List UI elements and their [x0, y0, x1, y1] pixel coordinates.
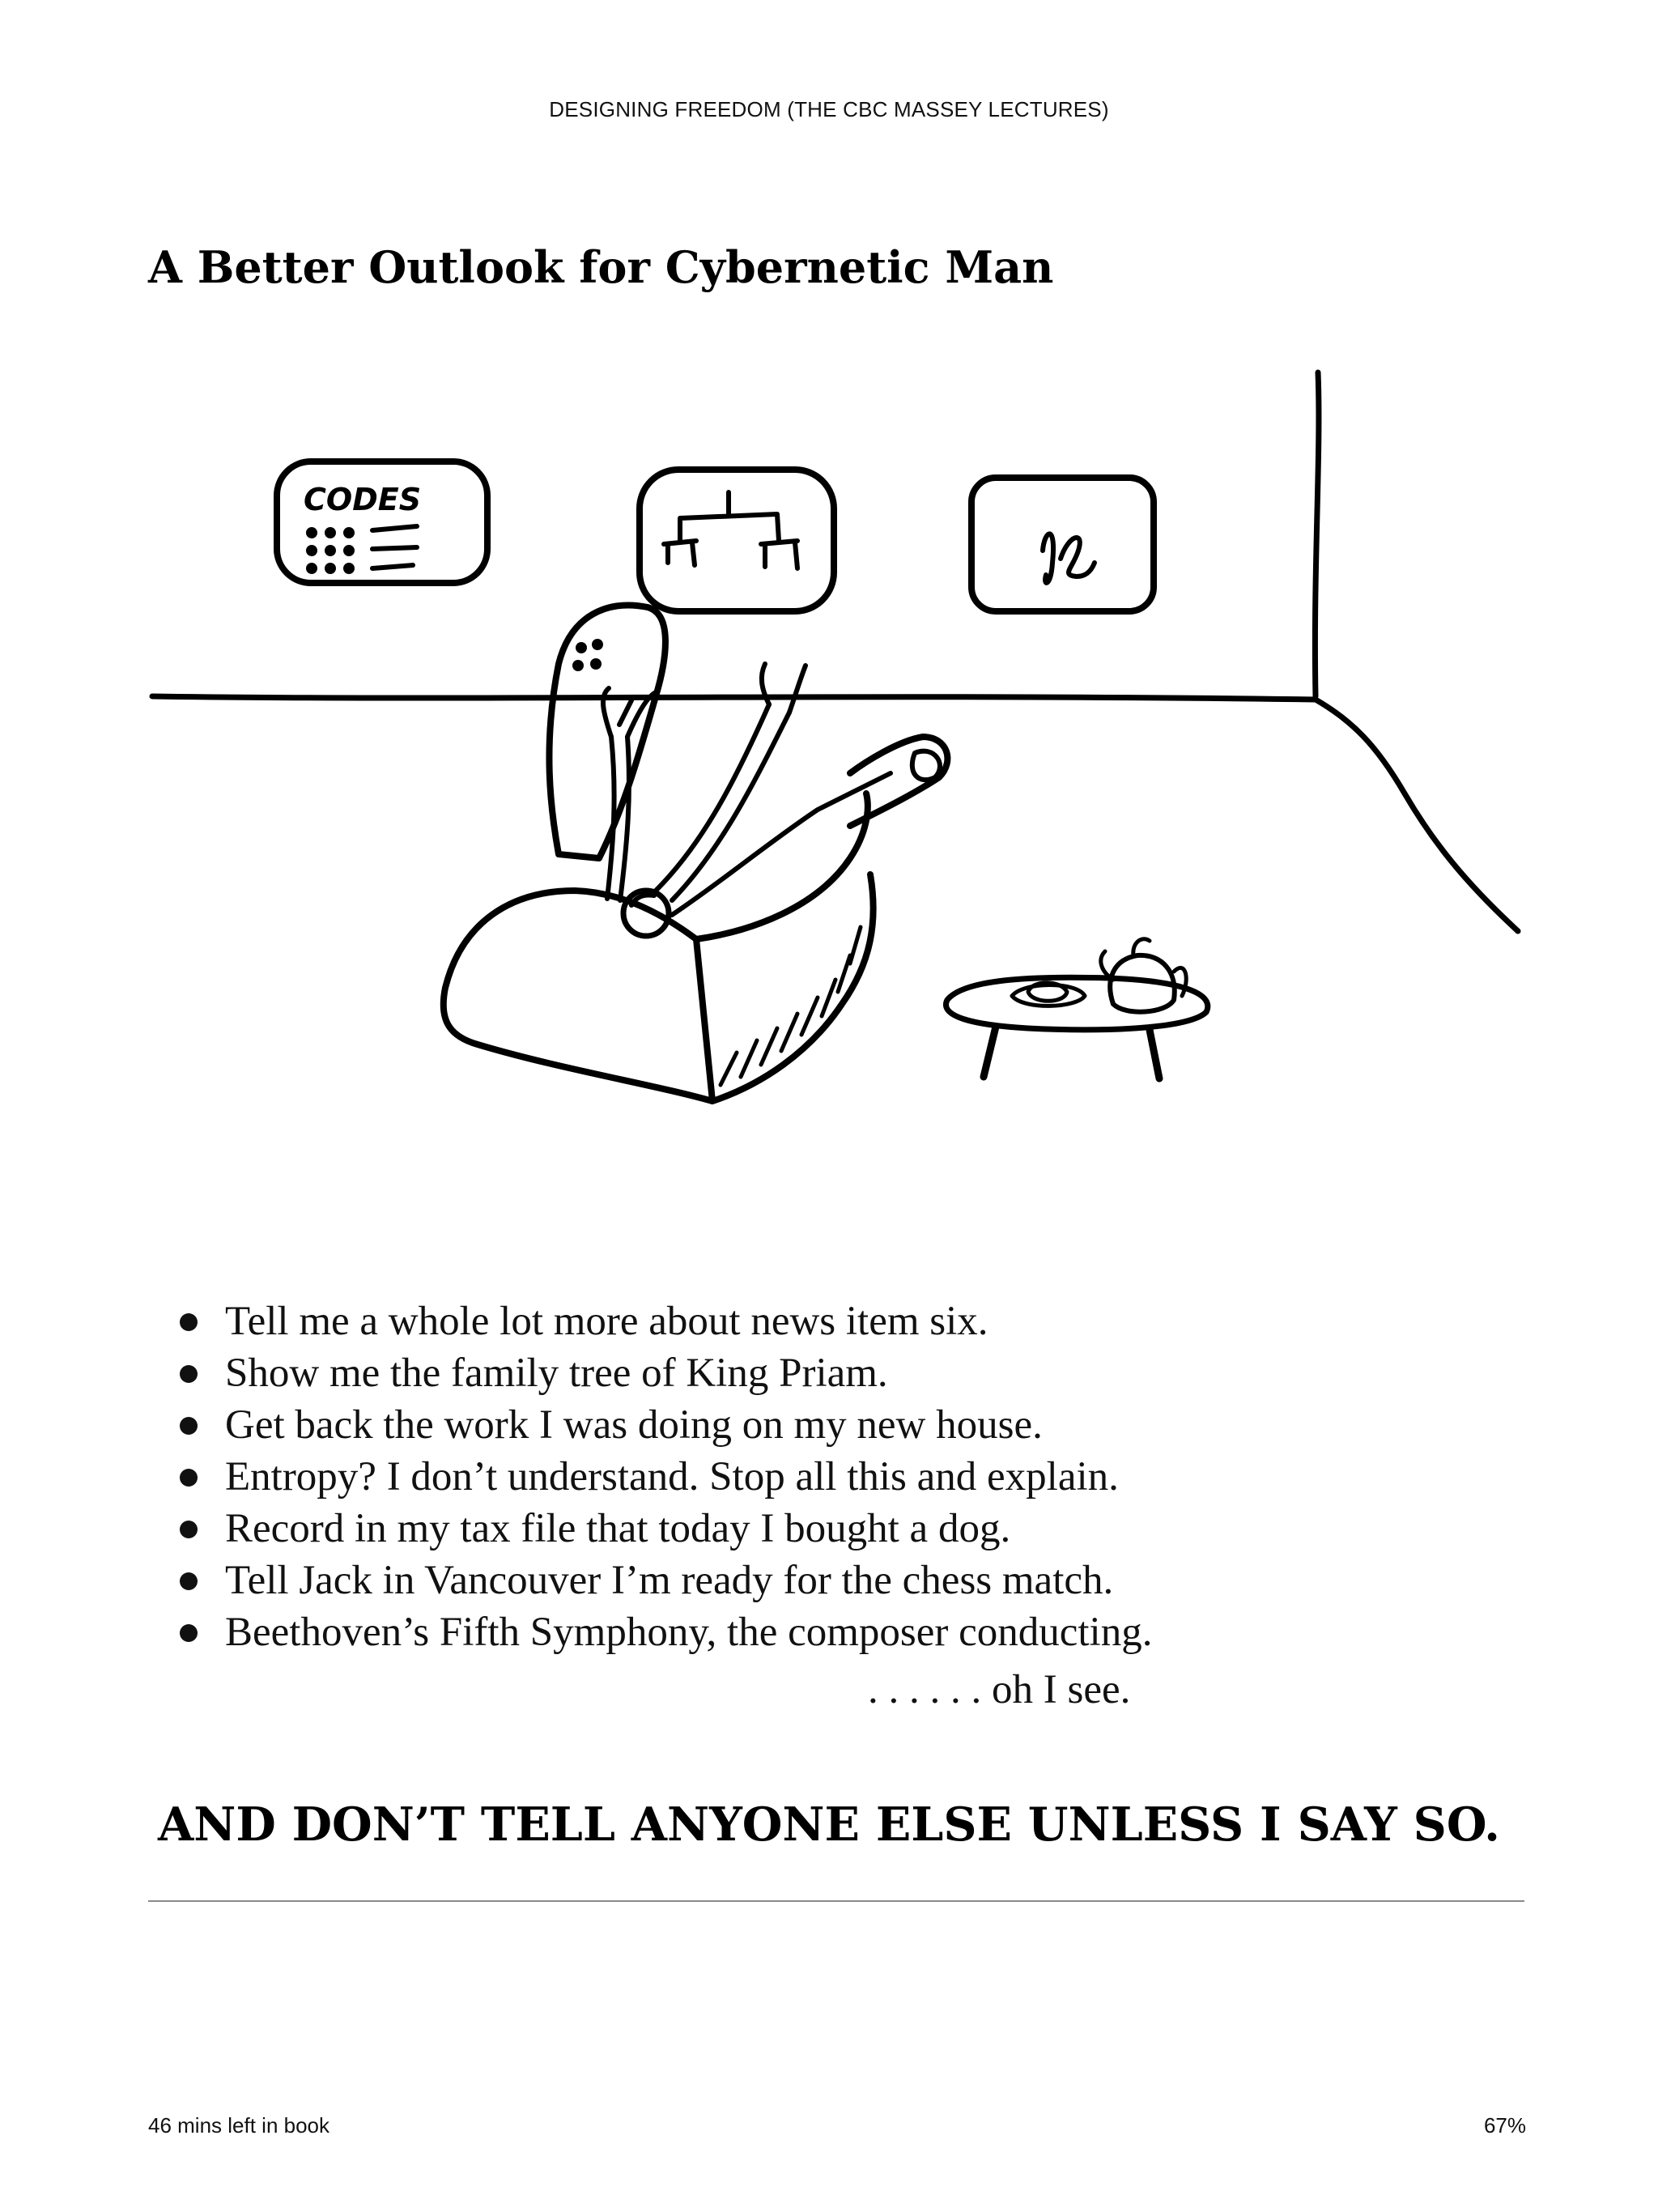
bullet-dot [180, 1469, 198, 1487]
trailing-line: . . . . . . oh I see. [868, 1667, 1131, 1712]
request-text: Beethoven’s Fifth Symphony, the composer conducting. [225, 1610, 1153, 1655]
codes-screen-label: CODES [304, 482, 422, 517]
request-text: Record in my tax file that today I bought a dog. [225, 1506, 1011, 1551]
list-item [178, 1295, 1152, 1347]
bullet-dot [180, 1521, 198, 1538]
bullet-dot [180, 1365, 198, 1383]
request-text: Entropy? I don’t understand. Stop all this and explain. [225, 1454, 1119, 1499]
request-text: Get back the work I was doing on my new house. [225, 1402, 1043, 1448]
list-item [178, 1347, 1152, 1399]
family-tree-screen [640, 470, 834, 611]
list-item [178, 1451, 1152, 1503]
codes-screen [277, 462, 487, 583]
cybernetic-man-illustration [138, 356, 1530, 1263]
request-text: Show me the family tree of King Priam. [225, 1351, 888, 1396]
chapter-title: A Better Outlook for Cybernetic Man [148, 241, 1054, 293]
list-item [178, 1606, 1152, 1658]
reclining-chair [444, 606, 948, 1101]
list-item [178, 1555, 1152, 1606]
room-floor-line [152, 696, 1316, 700]
bullet-dot [180, 1624, 198, 1642]
request-text: Tell Jack in Vancouver I’m ready for the chess match. [225, 1558, 1114, 1603]
glyph-screen [971, 478, 1154, 611]
running-header: DESIGNING FREEDOM (THE CBC MASSEY LECTURES) [549, 97, 1109, 121]
list-item [178, 1399, 1152, 1451]
time-left-label: 46 mins left in book [148, 2113, 330, 2138]
divider [148, 1900, 1524, 1902]
room-wall-vertical [1315, 372, 1319, 696]
room-corner-line [1316, 700, 1518, 931]
bullet-dot [180, 1572, 198, 1590]
bullet-dot [180, 1417, 198, 1435]
side-table [946, 939, 1207, 1078]
progress-percent: 67% [1483, 2113, 1526, 2138]
list-item [178, 1503, 1152, 1555]
request-list [178, 1295, 1152, 1658]
closing-line: AND DON’T TELL ANYONE ELSE UNLESS I SAY SO. [158, 1797, 1500, 1852]
bullet-dot [180, 1313, 198, 1331]
request-text: Tell me a whole lot more about news item six. [225, 1299, 988, 1344]
